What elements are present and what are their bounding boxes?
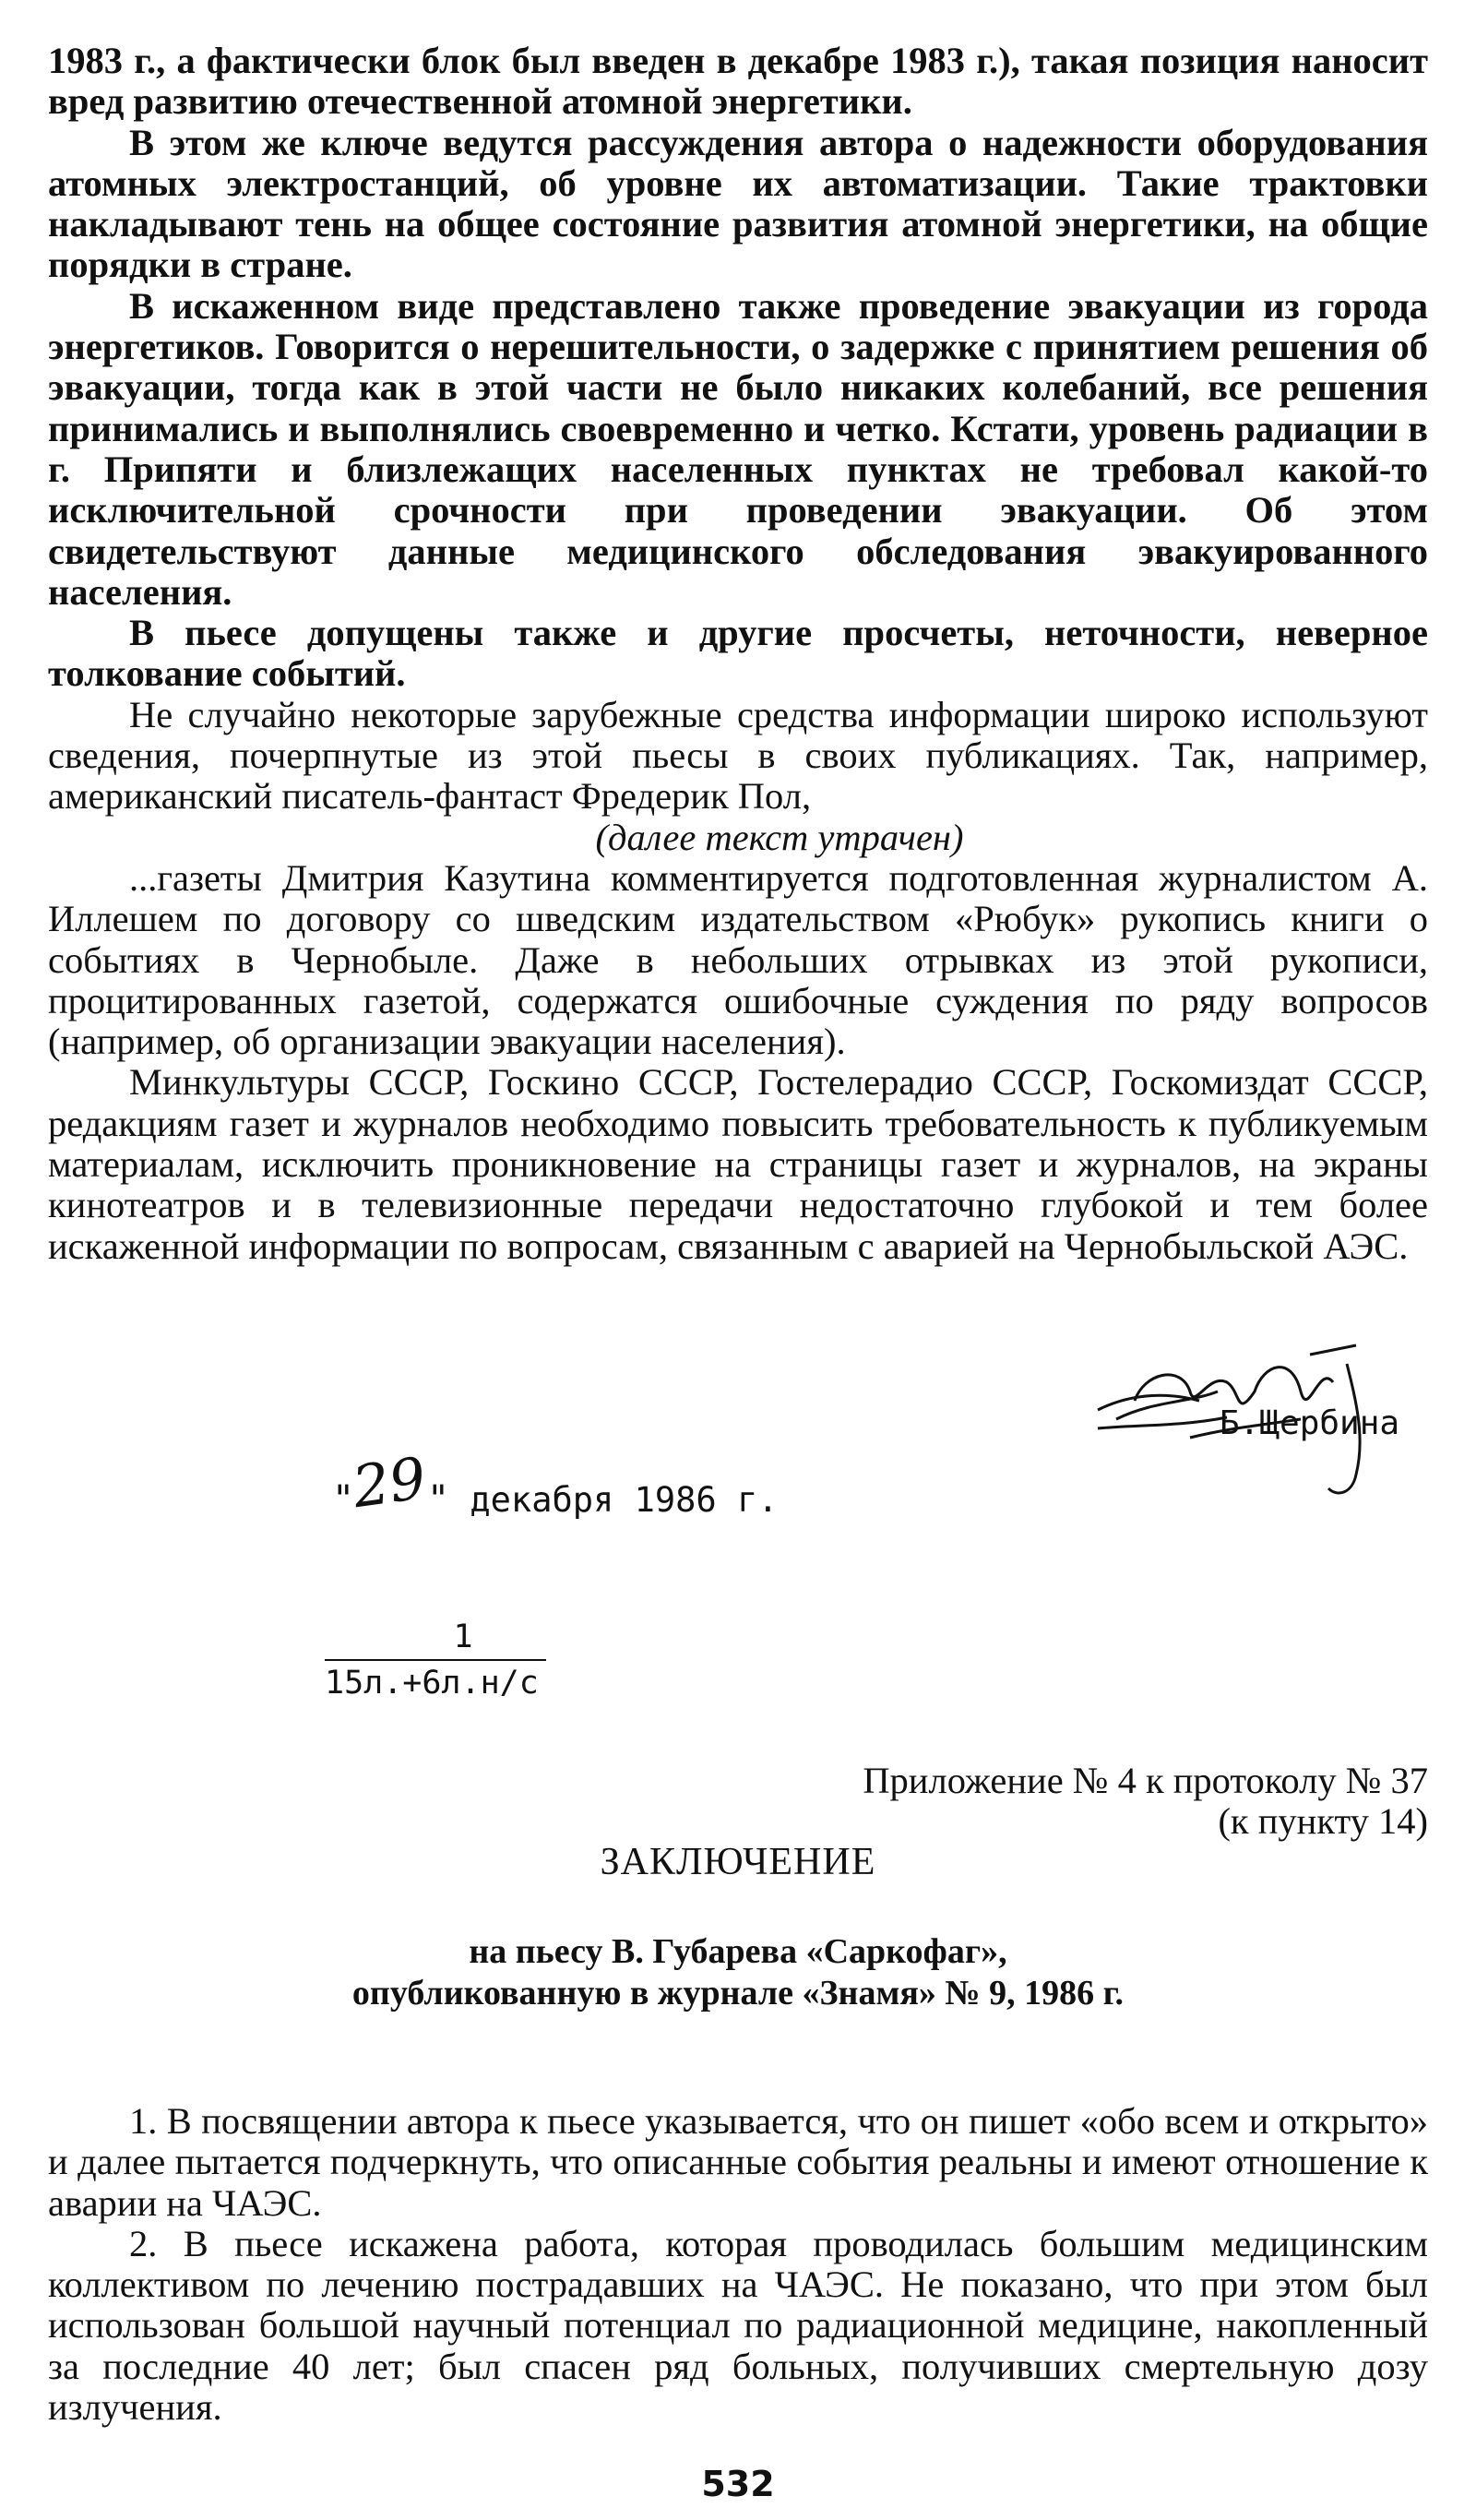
main-text-block bbox=[48, 41, 1428, 1267]
fraction-numerator: 1 bbox=[453, 1618, 473, 1655]
date-quote-close: " bbox=[427, 1478, 450, 1521]
page-number: 532 bbox=[701, 2464, 775, 2504]
date-day-handwritten: 29 bbox=[349, 1443, 431, 1522]
appendix-line-1: Приложение № 4 к протоколу № 37 bbox=[863, 1760, 1428, 1801]
paragraph: 2. В пьесе искажена работа, которая проводилась большим медицинским коллективом по лечению пострадавших на ЧАЭС. Не показано, что при этом был использован большой научный потенциал по радиационной медицине, накопленный за последние 40 лет; был спасен ряд больных, получивших смертельную дозу излучения. bbox=[48, 2222, 1428, 2429]
conclusion-text-block bbox=[48, 2101, 1428, 2428]
paragraph: 1. В посвящении автора к пьесе указывается, что он пишет «обо всем и открыто» и далее пытается подчеркнуть, что описанные события реальны и имеют отношение к аварии на ЧАЭС. bbox=[48, 2100, 1428, 2224]
paragraph: Минкультуры СССР, Госкино СССР, Гостелерадио СССР, Госкомиздат СССР, редакциям газет и журналов необходимо повысить требовательность к публикуемым материалам, исключить проникновение на страницы газет и журналов, на экраны кинотеатров и в телевизионные передачи недостаточно глубокой и тем более искаженной информации по вопросам, связанным с аварией на Чернобыльской АЭС. bbox=[48, 1061, 1428, 1267]
paragraph: ...газеты Дмитрия Казутина комментируется подготовленная журналистом А. Иллешем по договору со шведским издательством «Рюбук» рукопись книги о событиях в Чернобыле. Даже в небольших отрывках из этой рукописи, процитированных газетой, содержатся ошибочные суждения по ряду вопросов (например, об организации эвакуации населения). bbox=[48, 856, 1428, 1063]
sheet-count-fraction bbox=[325, 1618, 546, 1702]
date-quote-open: " bbox=[332, 1478, 355, 1521]
subtitle-line-1: на пьесу В. Губарева «Саркофаг», bbox=[469, 1932, 1007, 1971]
paragraph: В этом же ключе ведутся рассуждения автора о надежности оборудования атомных электростанций, об уровне их автоматизации. Такие трактовки накладывают тень на общее состояние развития атомной энергетики, на общие порядки в стране. bbox=[48, 121, 1428, 286]
paragraph: 1983 г., а фактически блок был введен в декабре 1983 г.), такая позиция наносит вред развитию отечественной атомной энергетики. bbox=[48, 40, 1428, 123]
paragraph: Не случайно некоторые зарубежные средства информации широко используют сведения, почерпнутые из этой пьесы в своих публикациях. Так, например, американский писатель-фантаст Фредерик Пол, bbox=[48, 693, 1428, 818]
document-subtitle bbox=[0, 1931, 1476, 2014]
signatory-name: Б.Щербина bbox=[1220, 1404, 1400, 1442]
text-lost-note: (далее текст утрачен) bbox=[595, 816, 964, 858]
paragraph: В пьесе допущены также и другие просчеты, неточности, неверное толкование событий. bbox=[48, 612, 1428, 695]
date-line bbox=[332, 1443, 779, 1525]
fraction-denominator: 15л.+6л.н/с bbox=[325, 1665, 539, 1702]
appendix-line-2: (к пункту 14) bbox=[1218, 1800, 1428, 1842]
date-rest: декабря 1986 г. bbox=[470, 1480, 779, 1520]
paragraph: В искаженном виде представлено также проведение эвакуации из города энергетиков. Говорится о нерешительности, о задержке с принятием решения об эвакуации, тогда как в этой части не было никаких колебаний, все решения принимались и выполнялись своевременно и четко. Кстати, уровень радиации в г. Припяти и близлежащих населенных пунктах не требовал какой-то исключительной срочности при проведении эвакуации. Об этом свидетельствуют данные медицинского обследования эвакуированного населения. bbox=[48, 284, 1428, 613]
fraction-bar bbox=[325, 1659, 546, 1661]
document-heading: ЗАКЛЮЧЕНИЕ bbox=[600, 1841, 876, 1883]
appendix-reference bbox=[863, 1761, 1428, 1842]
subtitle-line-2: опубликованную в журнале «Знамя» № 9, 1986 г. bbox=[351, 1974, 1125, 2012]
